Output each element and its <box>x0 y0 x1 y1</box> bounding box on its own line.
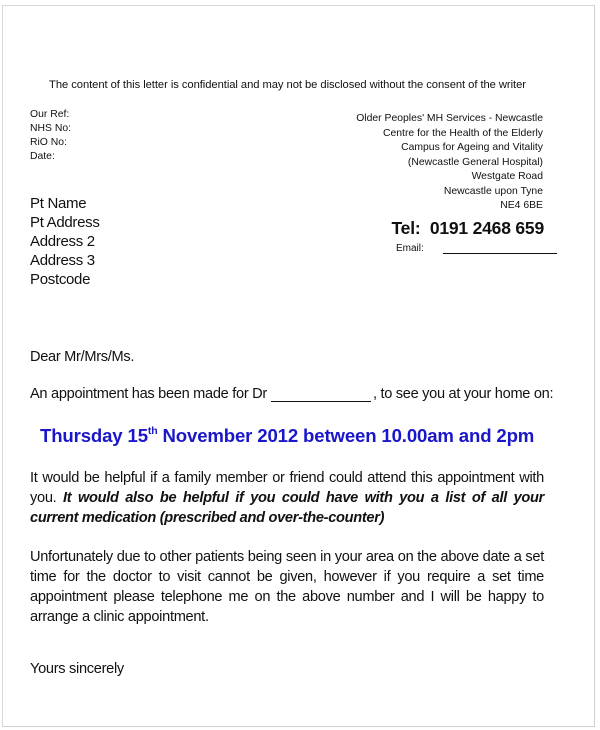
date-ordinal: th <box>147 425 158 437</box>
sender-address-line: (Newcastle General Hospital) <box>407 156 543 168</box>
date-day: Thursday 15 <box>40 425 148 446</box>
patient-address-line: Pt Address <box>30 214 100 231</box>
sender-address-line: Westgate Road <box>471 171 543 182</box>
confidentiality-notice: The content of this letter is confidential and may not be disclosed without the consent of the writer <box>49 79 526 91</box>
appointment-prefix: An appointment has been made for Dr <box>30 386 267 402</box>
salutation: Dear Mr/Mrs/Ms. <box>30 349 135 365</box>
our-ref-label: Our Ref: <box>30 109 70 120</box>
sender-postcode: NE4 6BE <box>500 200 543 211</box>
reference-fields <box>30 108 71 164</box>
rio-no-label: RiO No: <box>30 137 67 148</box>
nhs-no-label: NHS No: <box>30 123 71 134</box>
patient-address-line: Address 3 <box>30 252 95 269</box>
telephone <box>391 218 544 239</box>
sender-address-line: Centre for the Health of the Elderly <box>383 127 543 139</box>
sender-address <box>356 112 543 214</box>
date-rest: November 2012 between 10.00am and 2pm <box>157 425 535 446</box>
closing: Yours sincerely <box>30 661 124 677</box>
date-label: Date: <box>30 151 55 162</box>
tel-number: 0191 2468 659 <box>429 218 544 238</box>
email-row <box>396 242 557 254</box>
appointment-sentence <box>30 386 553 402</box>
paragraph-attendance <box>30 468 544 528</box>
paragraph-set-time: Unfortunately due to other patients being seen in your area on the above date a set time for the doctor to visit cannot be given, however if you require a set time appointment please telephone me on the above number and I will be happy to arrange a clinic appointment. <box>30 549 544 625</box>
sender-address-line: Newcastle upon Tyne <box>443 185 543 197</box>
doctor-name-blank-field[interactable] <box>271 386 371 402</box>
paragraph-attendance-text: It would be helpful if a family member or friend could attend this appointment with you. <box>30 470 544 506</box>
sender-address-line: Older Peoples' MH Services - Newcastle <box>356 113 543 124</box>
appointment-date-heading <box>40 425 534 447</box>
tel-label: Tel: <box>391 218 421 238</box>
email-label: Email: <box>396 243 424 254</box>
email-blank-field[interactable] <box>443 242 557 254</box>
patient-name: Pt Name <box>30 195 87 212</box>
paragraph-medication-emphasis: It would also be helpful if you could have with you a list of all your current medication (prescribed and over-the-counter) <box>30 490 545 526</box>
patient-postcode: Postcode <box>30 271 91 288</box>
patient-address-line: Address 2 <box>30 233 95 250</box>
sender-address-line: Campus for Ageing and Vitality <box>401 142 543 153</box>
patient-address <box>30 194 100 289</box>
appointment-suffix: , to see you at your home on: <box>372 386 554 402</box>
